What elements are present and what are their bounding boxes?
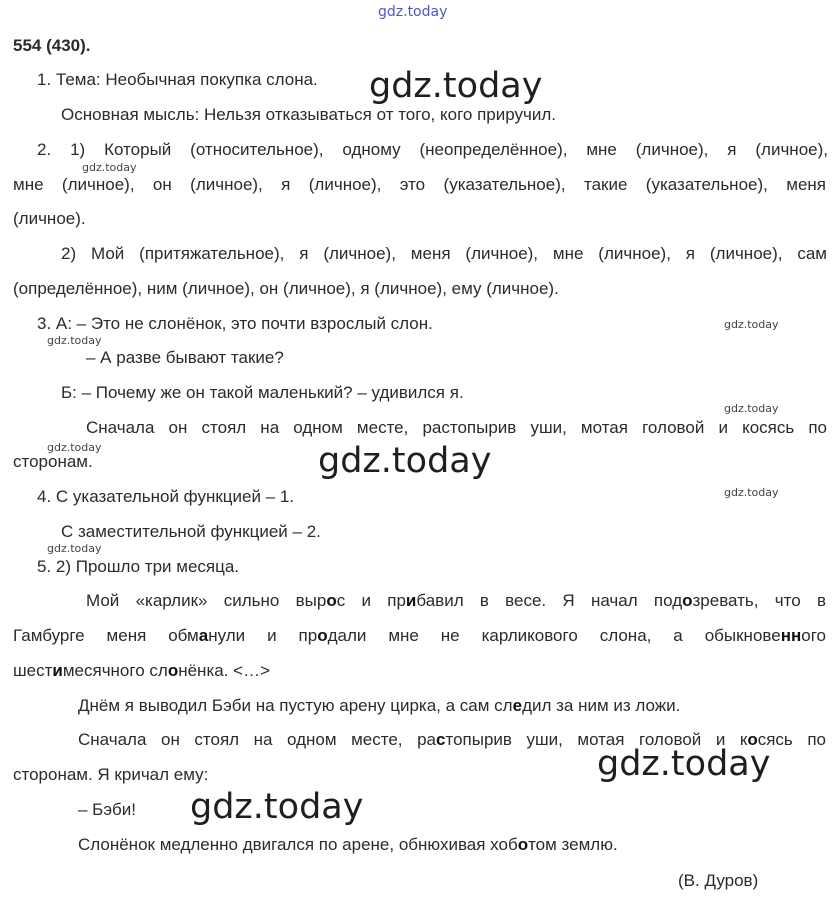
exercise-number: 554 (430). [13,36,91,55]
watermark-large: gdz.today [597,744,771,784]
answer-2-line-3: (личное). [13,209,86,228]
answer-2-line-1: 2. 1) Который (относительное), одному (неопределённое), мне (личное), я (личное), [37,140,828,159]
answer-5-heading: 5. 2) Прошло три месяца. [37,557,240,576]
excerpt-line-7: – Бэби! [78,800,136,819]
watermark-small: gdz.today [47,441,102,454]
answer-3-sentence-line-1: Сначала он стоял на одном месте, растопырив уши, мотая головой и косясь по [86,418,827,437]
answer-2-2-line-1: 2) Мой (притяжательное), я (личное), меня (личное), мне (личное), я (личное), сам [61,244,827,263]
excerpt-line-5: Сначала он стоял на одном месте, растопырив уши, мотая головой и косясь по [78,730,827,749]
excerpt-line-8: Слонёнок медленно двигался по арене, обнюхивая хоботом землю. [78,835,618,854]
answer-3-dialog-b: Б: – Почему же он такой маленький? – удивился я. [61,383,464,402]
watermark-large: gdz.today [190,787,364,827]
answer-1-topic: 1. Тема: Необычная покупка слона. [37,70,318,89]
watermark-large: gdz.today [369,66,543,106]
watermark-small: gdz.today [47,334,102,347]
watermark-small: gdz.today [724,486,779,499]
watermark-small: gdz.today [724,402,779,415]
answer-4-line-2: С заместительной функцией – 2. [61,522,321,541]
watermark-small: gdz.today [47,542,102,555]
answer-4-line-1: 4. С указательной функцией – 1. [37,487,295,506]
excerpt-line-6: сторонам. Я кричал ему: [13,765,209,784]
excerpt-line-4: Днём я выводил Бэби на пустую арену цирка, а сам следил за ним из ложи. [78,696,681,715]
answer-3-dialog-a: 3. А: – Это не слонёнок, это почти взрослый слон. [37,314,433,333]
watermark-small: gdz.today [724,318,779,331]
watermark-top: gdz.today [378,4,448,20]
answer-3-sentence-line-2: сторонам. [13,452,93,471]
watermark-small: gdz.today [82,161,137,174]
answer-1-main-idea: Основная мысль: Нельзя отказываться от того, кого приручил. [61,105,556,124]
answer-3-dialog-a2: – А разве бывают такие? [86,348,284,367]
excerpt-line-2: Гамбурге меня обманули и продали мне не карликового слона, а обыкновенного [13,626,826,645]
answer-2-line-2: мне (личное), он (личное), я (личное), это (указательное), такие (указательное), меня [13,175,826,194]
answer-2-2-line-2: (определённое), ним (личное), он (личное), я (личное), ему (личное). [13,279,559,298]
excerpt-author: (В. Дуров) [678,871,759,890]
excerpt-line-1: Мой «карлик» сильно вырос и прибавил в весе. Я начал подозревать, что в [86,591,826,610]
watermark-large: gdz.today [318,441,492,481]
excerpt-line-3: шестимесячного слонёнка. <…> [13,661,271,680]
